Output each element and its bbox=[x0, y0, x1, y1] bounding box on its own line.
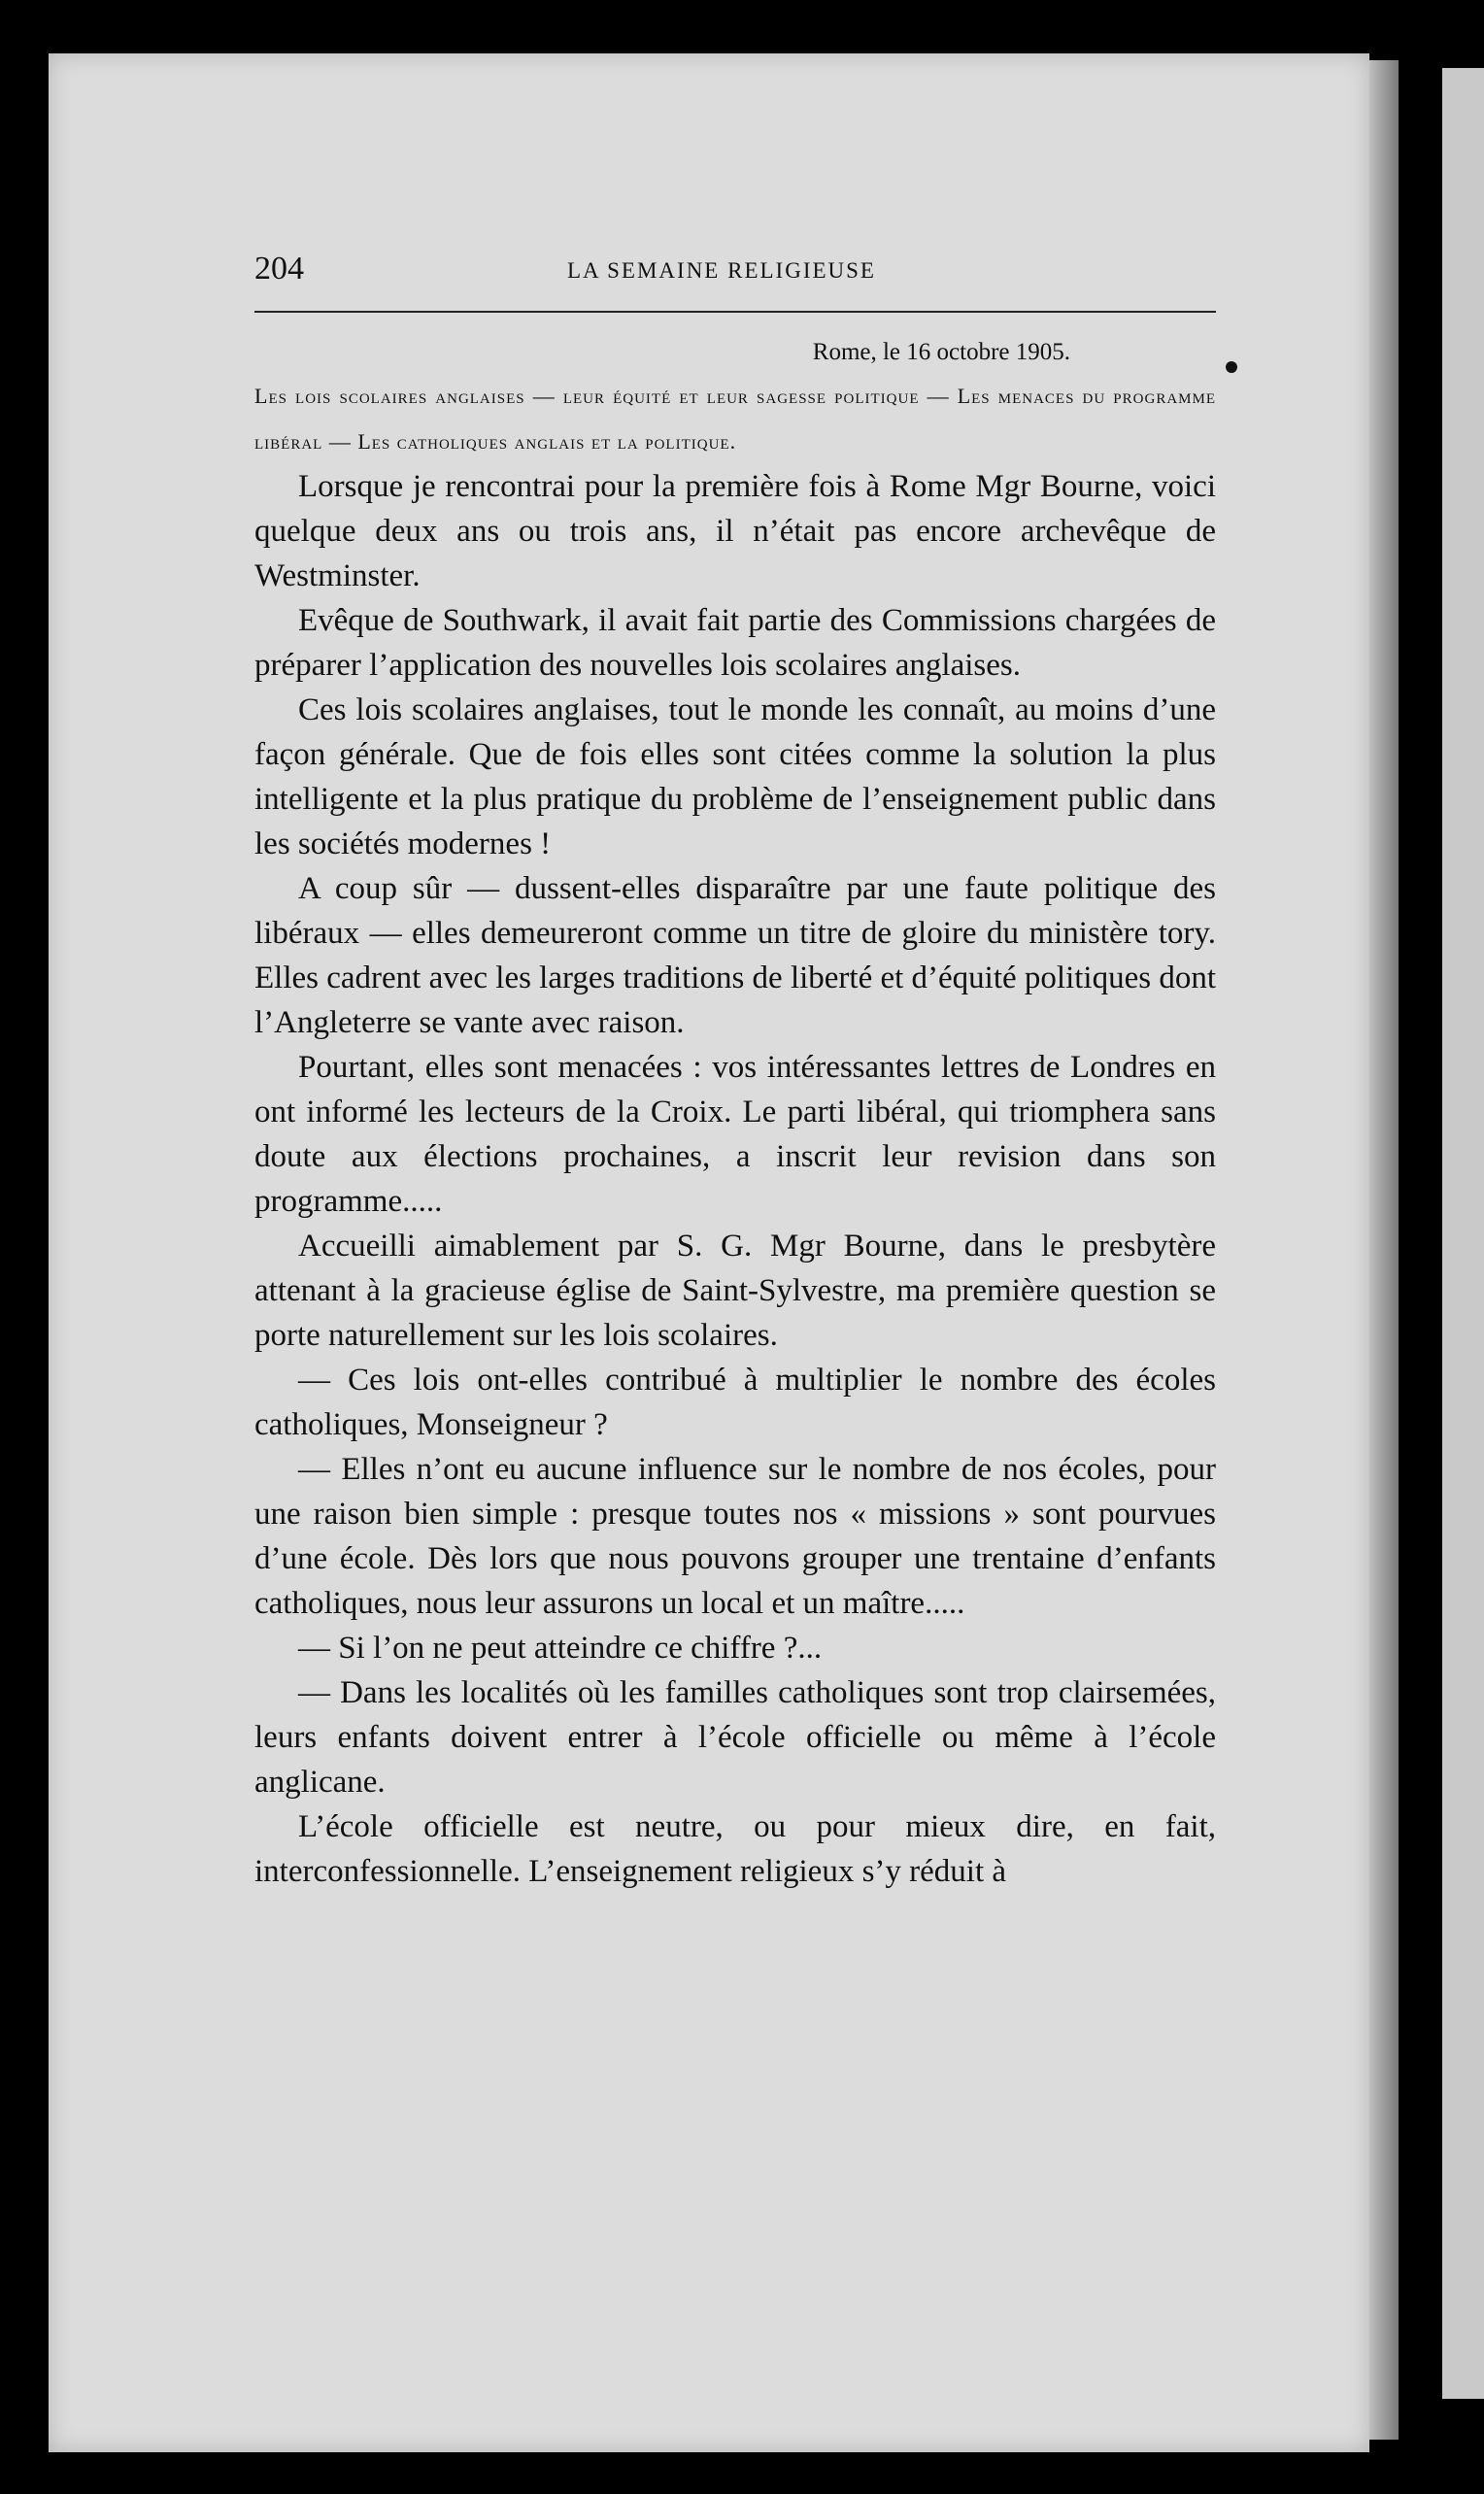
adjacent-page-edge bbox=[1442, 68, 1484, 2399]
paragraph: Accueilli aimablement par S. G. Mgr Bourne, dans le presbytère attenant à la gracieuse église de Saint-Sylvestre, ma première question se porte naturellement sur les lois scolaires. bbox=[254, 1229, 1216, 1353]
paragraph: — Elles n’ont eu aucune influence sur le nombre de nos écoles, pour une raison bien simple : presque toutes nos « missions » sont pourvues d’une école. Dès lors que nous pouvons grouper une trentaine d’enfants catholiques, nous leur assurons un local et un maître..... bbox=[254, 1452, 1216, 1621]
header-rule bbox=[254, 311, 1216, 313]
running-title: LA SEMAINE RELIGIEUSE bbox=[567, 258, 876, 283]
paragraph: — Dans les localités où les familles catholiques sont trop clairsemées, leurs enfants doivent entrer à l’école officielle ou même à l’école anglicane. bbox=[254, 1675, 1216, 1800]
paragraph: A coup sûr — dussent-elles disparaître par une faute politique des libéraux — elles demeureront comme un titre de gloire du ministère tory. Elles cadrent avec les larges traditions de liberté et d’équité politiques dont l’Angleterre se vante avec raison. bbox=[254, 871, 1216, 1040]
paragraph: Ces lois scolaires anglaises, tout le monde les connaît, au moins d’une façon générale. Que de fois elles sont citées comme la solution la plus intelligente et la plus pratique du problème de l’enseignement public dans les sociétés modernes ! bbox=[254, 692, 1216, 861]
paragraph: — Ces lois ont-elles contribué à multiplier le nombre des écoles catholiques, Monseigneur ? bbox=[254, 1363, 1216, 1442]
paragraph: — Si l’on ne peut atteindre ce chiffre ?... bbox=[298, 1631, 823, 1666]
paragraph: Lorsque je rencontrai pour la première fois à Rome Mgr Bourne, voici quelque deux ans ou trois ans, il n’était pas encore archevêque de Westminster. bbox=[254, 469, 1216, 593]
page-number: 204 bbox=[254, 251, 304, 286]
ink-dot bbox=[1226, 361, 1237, 373]
page-edge-shadow bbox=[1369, 60, 1399, 2440]
page-header bbox=[254, 251, 1216, 289]
dateline: Rome, le 16 octobre 1905. bbox=[812, 339, 1070, 365]
paragraph: Pourtant, elles sont menacées : vos intéressantes lettres de Londres en ont informé les lecteurs de la Croix. Le parti libéral, qui triomphera sans doute aux élections prochaines, a inscrit leur revision dans son programme..... bbox=[254, 1050, 1216, 1219]
paragraph: L’école officielle est neutre, ou pour mieux dire, en fait, interconfessionnelle. L’enseignement religieux s’y réduit à bbox=[254, 1809, 1216, 1889]
article-content bbox=[254, 332, 1216, 1894]
article-body bbox=[254, 464, 1216, 1894]
article-summary: Les lois scolaires anglaises — leur équité et leur sagesse politique — Les menaces du programme libéral — Les catholiques anglais et la politique. bbox=[254, 384, 1216, 454]
paragraph: Evêque de Southwark, il avait fait partie des Commissions chargées de préparer l’application des nouvelles lois scolaires anglaises. bbox=[254, 603, 1216, 683]
